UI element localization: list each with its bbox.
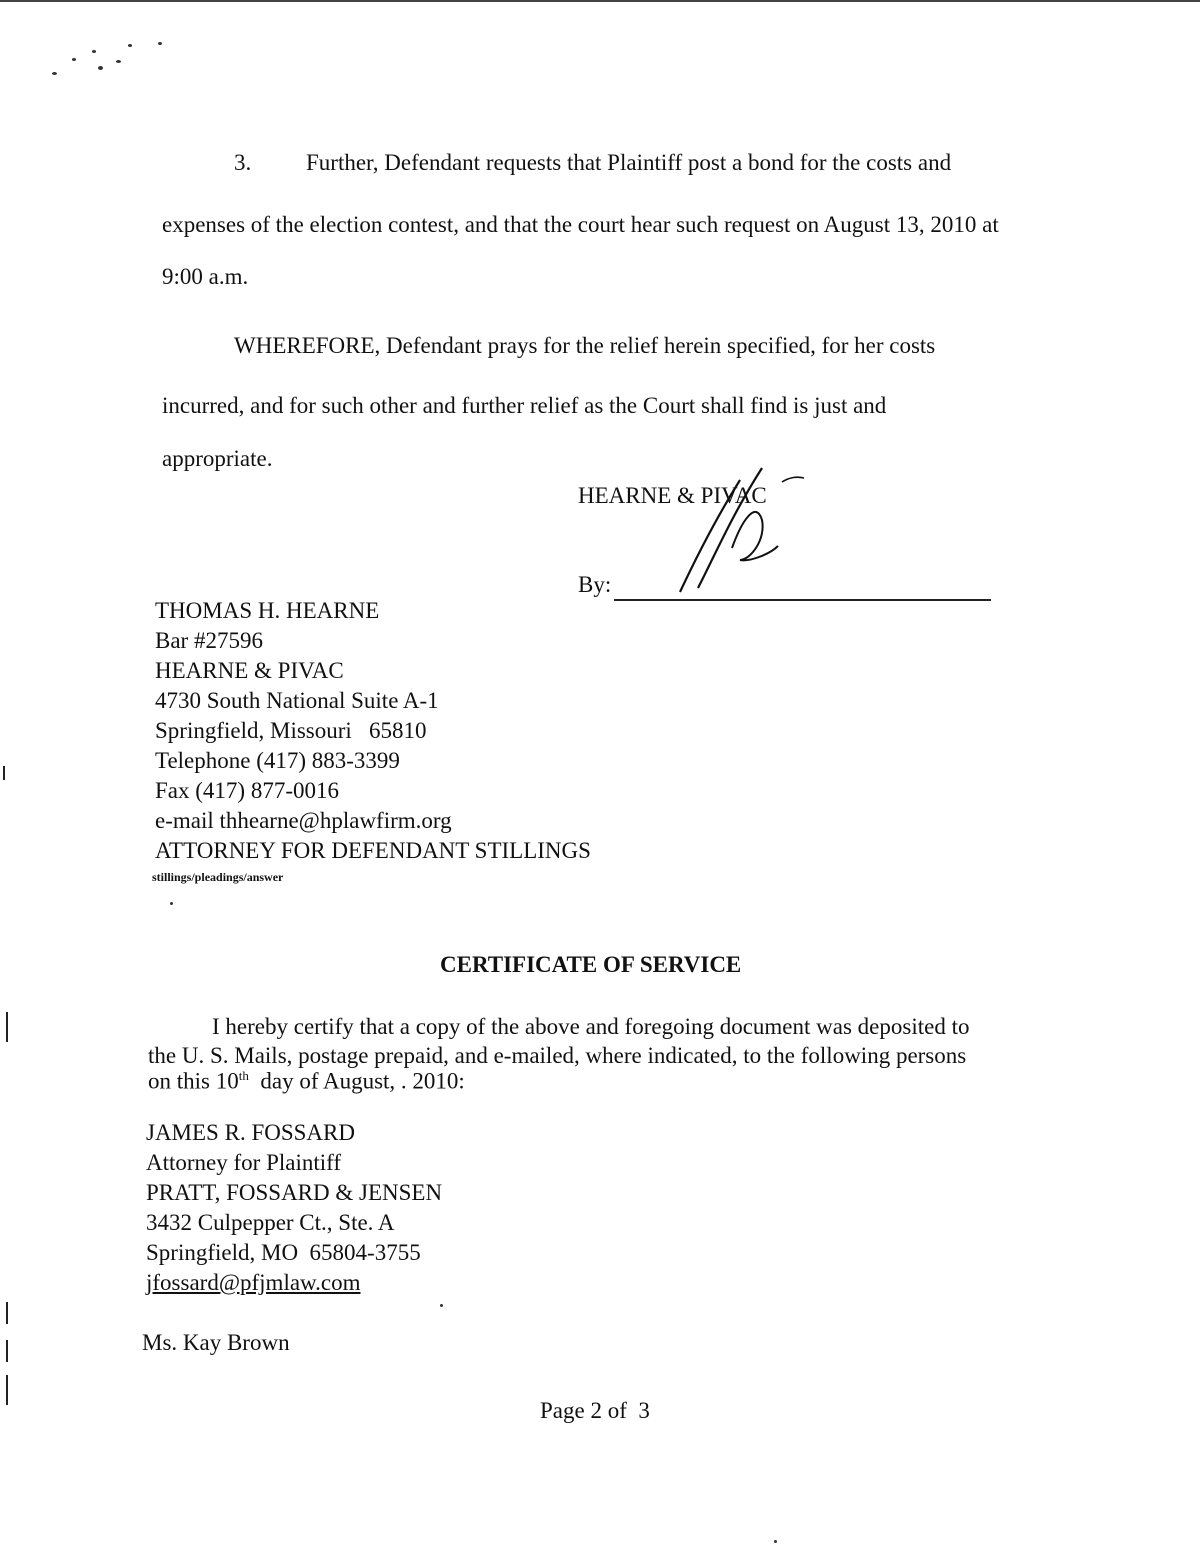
certificate-date-prefix: on this 10: [148, 1068, 239, 1094]
paragraph-3-line-3: 9:00 a.m.: [162, 264, 249, 289]
recipient-role: Attorney for Plaintiff: [146, 1150, 342, 1175]
scan-edge-mark: [6, 1012, 8, 1042]
scan-top-rule: [0, 0, 1200, 2]
attorney-city: Springfield, Missouri 65810: [155, 718, 427, 743]
certificate-heading: CERTIFICATE OF SERVICE: [440, 952, 742, 977]
file-reference: stillings/pleadings/answer: [152, 870, 284, 884]
scan-speck: [52, 72, 57, 75]
scan-speck: [98, 66, 103, 70]
wherefore-line-1: WHEREFORE, Defendant prays for the relief herein specified, for her costs: [234, 333, 936, 358]
wherefore-line-3: appropriate.: [162, 446, 273, 471]
signature-firm: HEARNE & PIVAC: [578, 483, 767, 508]
certificate-date-rest: day of August, . 2010:: [248, 1068, 465, 1094]
scan-speck: [774, 1540, 777, 1543]
attorney-telephone: Telephone (417) 883-3399: [155, 748, 400, 773]
attorney-address-block: [155, 596, 591, 866]
recipient-name: JAMES R. FOSSARD: [146, 1120, 355, 1145]
recipient-email-link[interactable]: jfossard@pfjmlaw.com: [146, 1270, 361, 1295]
scan-speck: [92, 50, 96, 53]
certificate-line-2: the U. S. Mails, postage prepaid, and e-mailed, where indicated, to the following persons: [148, 1043, 967, 1068]
scan-edge-mark: [3, 766, 5, 780]
recipient-street: 3432 Culpepper Ct., Ste. A: [146, 1210, 395, 1235]
recipient-city: Springfield, MO 65804-3755: [146, 1240, 421, 1265]
scan-speck: [128, 44, 132, 47]
certificate-line-1: I hereby certify that a copy of the above and foregoing document was deposited to: [212, 1014, 970, 1039]
certificate-date-suffix: th: [238, 1068, 249, 1083]
recipient-address-block: [146, 1118, 442, 1298]
recipient-firm: PRATT, FOSSARD & JENSEN: [146, 1180, 443, 1205]
paragraph-3-line-2: expenses of the election contest, and that the court hear such request on August 13, 2010 at: [162, 212, 999, 237]
page-number: Page 2 of 3: [540, 1398, 650, 1423]
wherefore-line-2: incurred, and for such other and further relief as the Court shall find is just and: [162, 393, 887, 418]
attorney-firm: HEARNE & PIVAC: [155, 658, 344, 683]
attorney-street: 4730 South National Suite A-1: [155, 688, 439, 713]
attorney-email: e-mail thhearne@hplawfirm.org: [155, 808, 452, 833]
attorney-fax: Fax (417) 877-0016: [155, 778, 339, 803]
scan-edge-mark: [6, 1375, 8, 1405]
paragraph-number: 3.: [234, 150, 252, 175]
scan-edge-mark: [6, 1340, 8, 1362]
scan-speck: [440, 1304, 443, 1307]
attorney-role: ATTORNEY FOR DEFENDANT STILLINGS: [155, 838, 591, 863]
attorney-name: THOMAS H. HEARNE: [155, 598, 380, 623]
attorney-bar-number: Bar #27596: [155, 628, 263, 653]
scan-speck: [170, 902, 173, 905]
certificate-line-3: [148, 1068, 465, 1095]
scan-speck: [158, 42, 162, 45]
scan-speck: [72, 58, 76, 61]
signature-by-label: By:: [578, 572, 612, 597]
scan-edge-mark: [6, 1302, 8, 1324]
scan-speck: [116, 60, 121, 63]
handwritten-signature: [670, 460, 810, 600]
paragraph-3-line-1: Further, Defendant requests that Plaintiff post a bond for the costs and: [306, 150, 952, 175]
recipient-2-name: Ms. Kay Brown: [142, 1330, 290, 1355]
